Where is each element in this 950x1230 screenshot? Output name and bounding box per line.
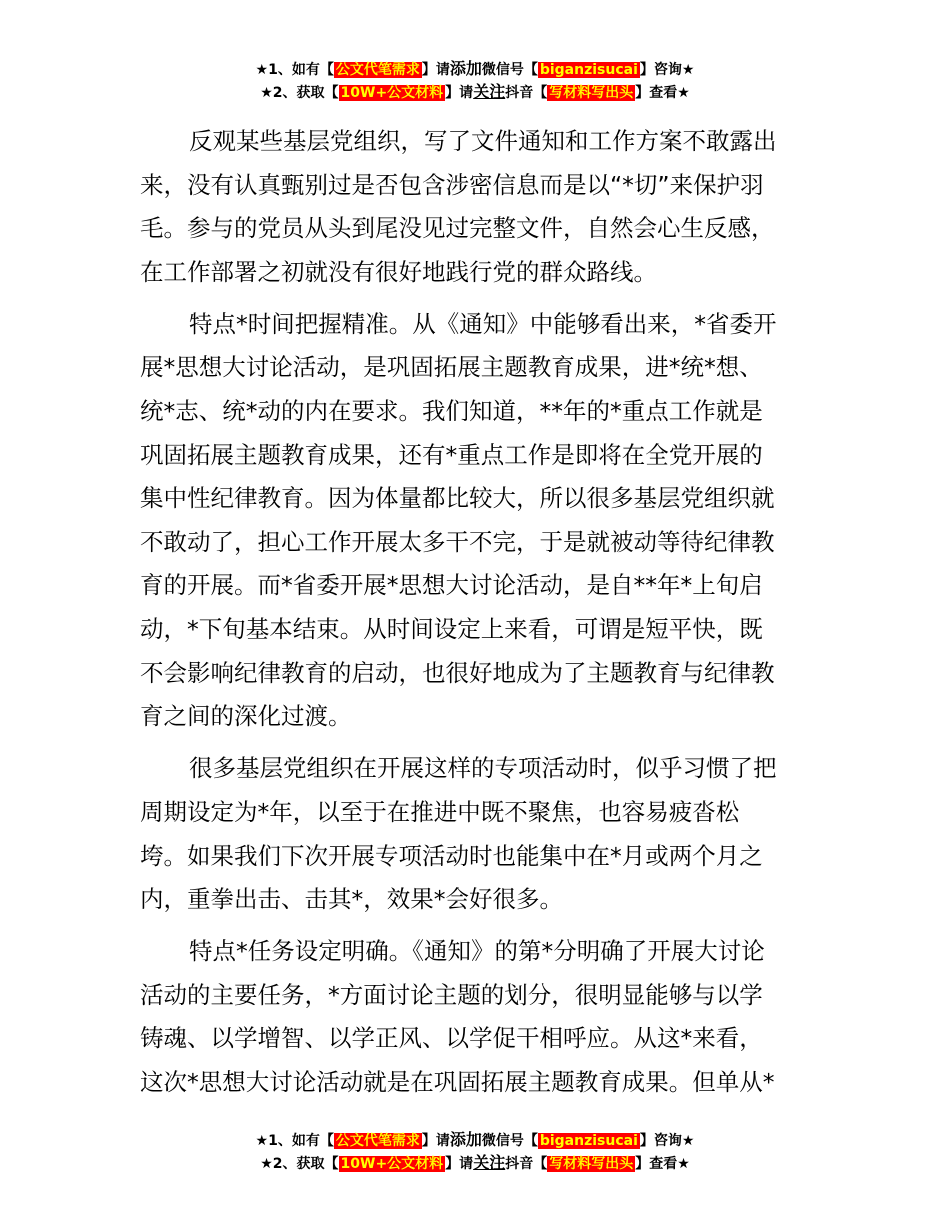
- text-line: 集中性纪律教育。因为体量都比较大，所以很多基层党组织就: [140, 484, 775, 513]
- banner-text: 2、获取【: [272, 1156, 339, 1172]
- text-line: 育之间的深化过渡。: [140, 702, 352, 731]
- text-line: 反观某些基层党组织，写了文件通知和工作方案不敢露出: [189, 127, 777, 155]
- text-line: 内，重拳出击、击其*，效果*会好很多。: [140, 885, 563, 914]
- text-line: 很多基层党组织在开展这样的专项活动时，似乎习惯了把: [189, 754, 777, 783]
- star-icon: ★: [255, 62, 269, 78]
- footer-banner: [0, 1129, 950, 1175]
- paragraph: [140, 120, 812, 294]
- highlight-douyin-account: 写材料写出头: [549, 1156, 634, 1172]
- highlight-materials: 10W+公文材料: [340, 1156, 444, 1172]
- paragraph: [140, 747, 812, 921]
- banner-text: 】查看★: [635, 1156, 690, 1172]
- banner-text: 】查看★: [635, 85, 690, 101]
- text-line: 毛。参与的党员从头到尾没见过完整文件，自然会心生反感，: [140, 214, 775, 243]
- text-line: 周期设定为*年，以至于在推进中既不聚焦，也容易疲沓松: [140, 797, 740, 826]
- text-line: 不敢动了，担心工作开展太多干不完，于是就被动等待纪律教: [140, 527, 775, 556]
- banner-line-2: [0, 81, 950, 104]
- banner-text: 】请: [445, 1156, 474, 1172]
- text-line: 特点*任务设定明确。《通知》的第*分明确了开展大讨论: [189, 937, 765, 966]
- banner-text: 抖音【: [505, 1156, 548, 1172]
- banner-text: 2、获取【: [272, 85, 339, 101]
- emphasis-add: 添加: [449, 1130, 482, 1149]
- banner-text: 1、如有【: [268, 1133, 334, 1149]
- text-line: 巩固拓展主题教育成果，还有*重点工作是即将在全党开展的: [140, 440, 763, 469]
- text-line: 这次*思想大讨论活动就是在巩固拓展主题教育成果。但单从*: [140, 1067, 775, 1096]
- text-line: 铸魂、以学增智、以学正风、以学促干相呼应。从这*来看，: [140, 1024, 763, 1053]
- text-line: 展*思想大讨论活动，是巩固拓展主题教育成果，进*统*想、: [140, 353, 763, 382]
- text-line: 垮。如果我们下次开展专项活动时也能集中在*月或两个月之: [140, 841, 763, 870]
- banner-line-1: [0, 1129, 950, 1152]
- emphasis-follow: 关注: [473, 1153, 506, 1172]
- banner-text: 抖音【: [505, 85, 548, 101]
- emphasis-add: 添加: [449, 59, 482, 78]
- text-line: 活动的主要任务，*方面讨论主题的划分，很明显能够与以学: [140, 980, 763, 1009]
- star-icon: ★: [255, 1133, 269, 1149]
- text-line: 动，*下旬基本结束。从时间设定上来看，可谓是短平快，既: [140, 615, 763, 644]
- banner-text: 】请: [421, 1133, 450, 1149]
- highlight-ghostwriting: 公文代笔需求: [335, 1133, 420, 1149]
- text-line: 在工作部署之初就没有很好地践行党的群众路线。: [140, 257, 657, 286]
- banner-text: 】咨询★: [639, 1133, 695, 1149]
- highlight-wechat-id: biganzisucai: [539, 1133, 638, 1149]
- text-line: 不会影响纪律教育的启动，也很好地成为了主题教育与纪律教: [140, 658, 775, 687]
- star-icon: ★: [260, 1156, 273, 1172]
- text-line: 统*志、统*动的内在要求。我们知道，**年的*重点工作就是: [140, 397, 763, 426]
- banner-text: 微信号【: [481, 1133, 538, 1149]
- banner-text: 】咨询★: [639, 62, 695, 78]
- banner-text: 】请: [421, 62, 450, 78]
- highlight-materials: 10W+公文材料: [340, 85, 444, 101]
- paragraph: [140, 303, 812, 739]
- banner-text: 微信号【: [481, 62, 538, 78]
- paragraph: [140, 930, 812, 1104]
- highlight-douyin-account: 写材料写出头: [549, 85, 634, 101]
- banner-line-1: [0, 58, 950, 81]
- document-body: [140, 120, 812, 1113]
- banner-text: 】请: [445, 85, 474, 101]
- banner-text: 1、如有【: [268, 62, 334, 78]
- header-banner: [0, 58, 950, 104]
- text-line: 来，没有认真甄别过是否包含涉密信息而是以“*切”来保护羽: [140, 170, 764, 199]
- text-line: 育的开展。而*省委开展*思想大讨论活动，是自**年*上旬启: [140, 571, 763, 600]
- highlight-wechat-id: biganzisucai: [539, 62, 638, 78]
- highlight-ghostwriting: 公文代笔需求: [335, 62, 420, 78]
- text-line: 特点*时间把握精准。从《通知》中能够看出来，*省委开: [189, 309, 777, 338]
- star-icon: ★: [260, 85, 273, 101]
- emphasis-follow: 关注: [473, 82, 506, 101]
- banner-line-2: [0, 1152, 950, 1175]
